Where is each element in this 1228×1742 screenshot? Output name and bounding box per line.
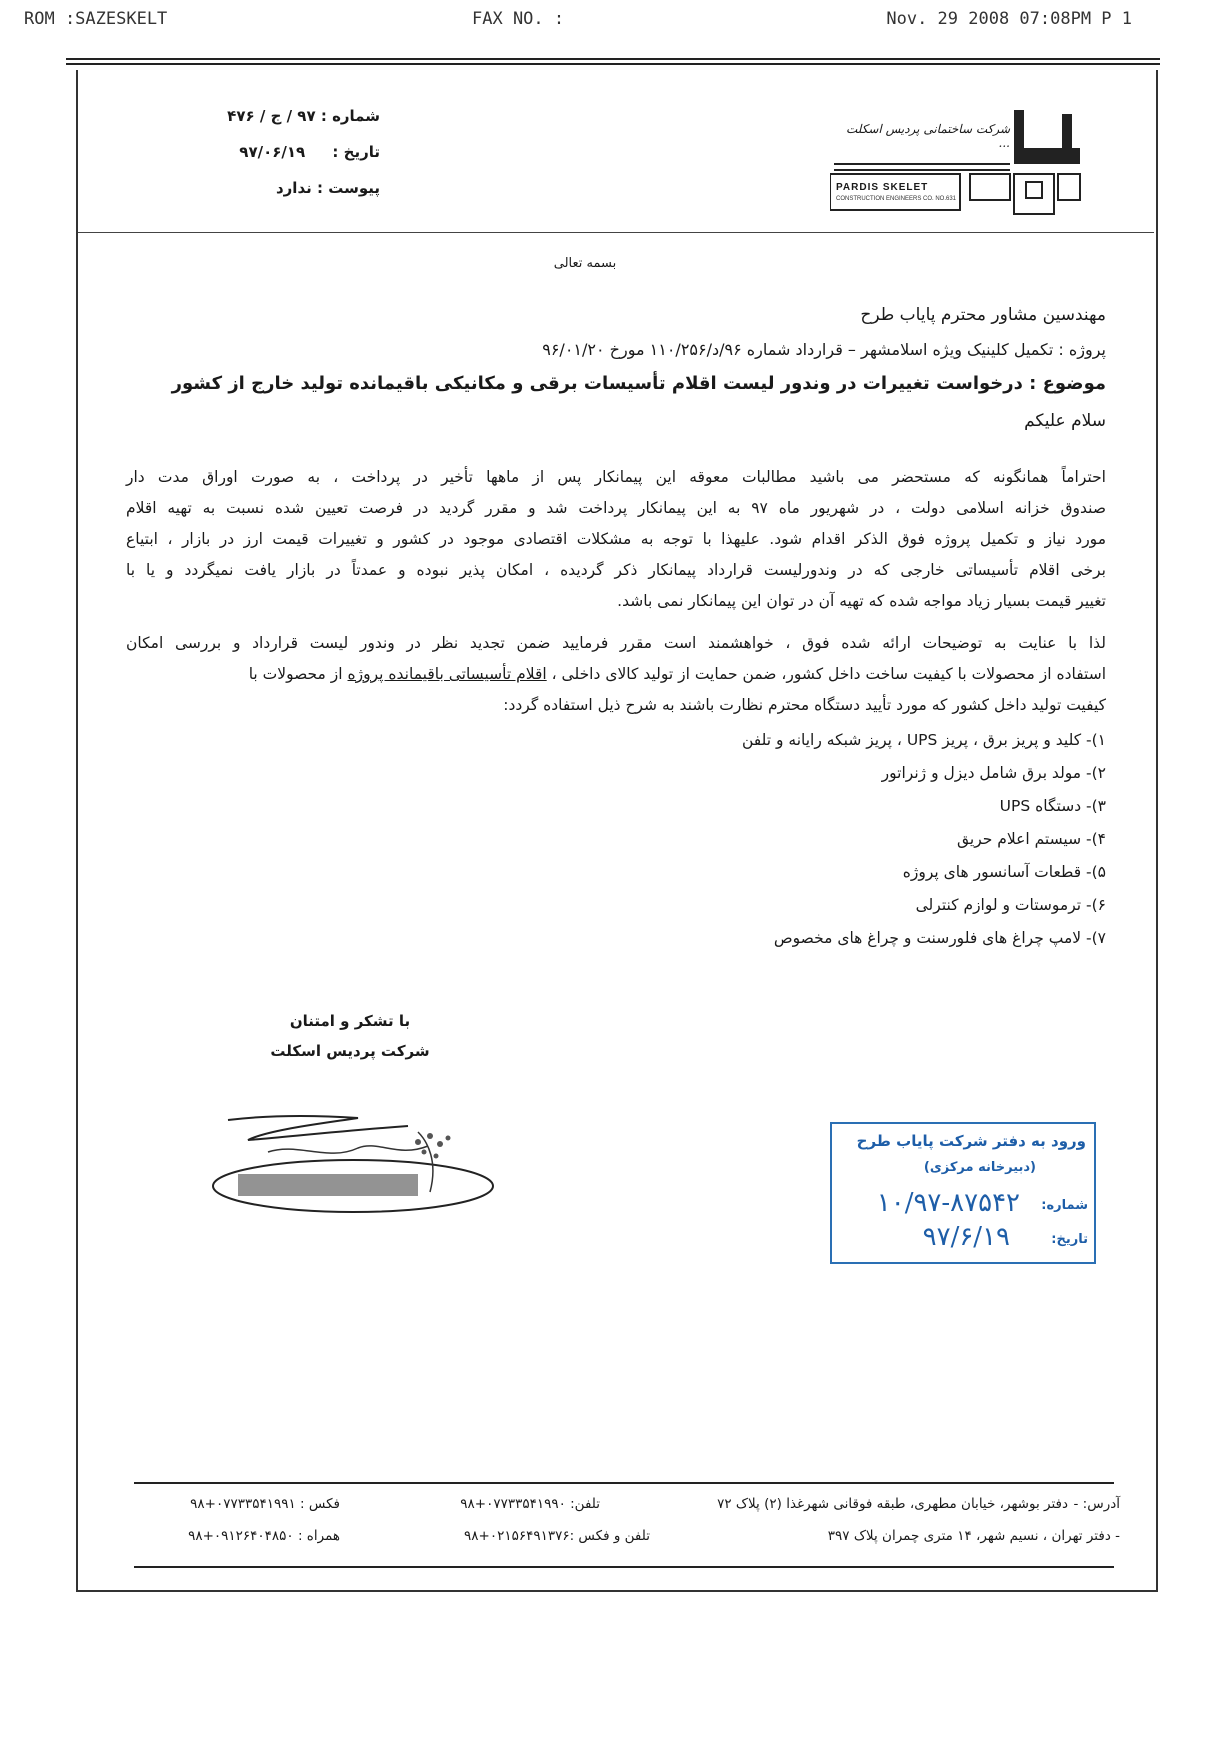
list-item: ۶)- ترموستات و لوازم کنترلی	[915, 896, 1106, 914]
letter-heading	[126, 300, 1106, 437]
letter-number-label: شماره :	[320, 107, 380, 125]
paragraph-2-text: استفاده از محصولات با کیفیت ساخت داخل کشور، ضمن حمایت از تولید کالای داخلی ،	[551, 665, 1106, 683]
footer-row-bushehr	[130, 1490, 1120, 1522]
logo-company-script: شرکت ساختمانی پردیس اسکلت ...	[845, 122, 1010, 150]
fax-datetime: Nov. 29 2008 07:08PM P 1	[886, 9, 1132, 29]
company-logo	[830, 108, 1090, 218]
letter-attachment-label: پیوست :	[316, 179, 380, 197]
letter-date-value: ۹۷/۰۶/۱۹	[239, 143, 306, 161]
letter-date-row	[190, 134, 380, 170]
paragraph-2-line: کیفیت تولید داخل کشور که مورد تأیید دستگاه محترم نظارت باشند به شرح ذیل استفاده گردد:	[503, 696, 1106, 714]
stamp-subtitle: (دبیرخانه مرکزی)	[923, 1160, 1036, 1175]
letter-number-value: ۹۷ / ج / ۴۷۶	[227, 107, 316, 125]
top-rule-inner	[66, 63, 1160, 65]
footer-tehran-phone: تلفن و فکس :۰۲۱۵۶۴۹۱۳۷۶+۹۸	[464, 1528, 650, 1544]
paragraph-1-line: صندوق خزانه اسلامی دولت ، در شهریور ماه ۹۷ به این پیمانکار پرداخت شد و مقرر گردید در فرصت تعیین شده نسبت به تهیه اقلام	[126, 499, 1107, 517]
paragraph-1-line: احتراماً همانگونه که مستحضر می باشید مطالبات معوقه این پیمانکار پس از ماهها تأخیر در پرداخت ، به صورت اوراق مدت دار	[126, 468, 1106, 486]
paragraph-2-underlined: اقلام تأسیساتی باقیمانده پروژه	[347, 665, 547, 683]
letter-attachment-row	[190, 170, 380, 206]
bismillah: بسمه تعالی	[553, 256, 617, 271]
letterhead-divider	[78, 232, 1154, 233]
fax-header	[0, 6, 1228, 32]
paragraph-1-line: برخی اقلام تأسیساتی خارجی که در وندورلیست قرارداد پیمانکار ذکر گردیده ، امکان پذیر نبوده و عمدتاً در بازار یافت نمیگردد و یا با	[126, 561, 1106, 579]
footer-bushehr-office: دفتر بوشهر، خیابان مطهری، طبقه فوقانی شهرغذا (۲) پلاک ۷۲	[717, 1496, 1068, 1512]
paragraph-2-line: لذا با عنایت به توضیحات ارائه شده فوق ، خواهشمند است مقرر فرمایید ضمن تجدید نظر در وندور لیست قرارداد و بررسی امکان	[126, 634, 1106, 652]
stamp-title: ورود به دفتر شرکت پایاب طرح	[856, 1132, 1086, 1150]
list-item: ۷)- لامپ چراغ های فلورسنت و چراغ های مخصوص	[773, 929, 1106, 947]
footer-address-label: آدرس: -	[1073, 1496, 1120, 1512]
letter-number-row	[190, 98, 380, 134]
letter-attachment-value: ندارد	[275, 179, 312, 197]
paragraph-2	[126, 628, 1106, 721]
fax-sender: ROM :SAZESKELT	[24, 9, 168, 29]
signature-seal	[208, 1112, 498, 1216]
list-item: ۴)- سیستم اعلام حریق	[956, 830, 1106, 848]
stamp-number-label: شماره:	[1041, 1198, 1088, 1213]
project-line: پروژه : تکمیل کلینیک ویژه اسلامشهر – قرارداد شماره ۹۶/د/۱۱۰/۲۵۶ مورخ ۹۶/۰۱/۲۰	[542, 340, 1106, 359]
top-rule	[66, 58, 1160, 60]
paragraph-2-text: از محصولات با	[248, 665, 343, 683]
list-item: ۲)- مولد برق شامل دیزل و ژنراتور	[881, 764, 1106, 782]
seal-icon	[208, 1112, 498, 1216]
footer	[130, 1490, 1120, 1554]
paragraph-2-line	[126, 659, 1106, 690]
footer-bushehr-fax: فکس : ۰۷۷۳۳۵۴۱۹۹۱+۹۸	[190, 1496, 340, 1512]
letter-meta	[190, 98, 380, 206]
stamp-date-label: تاریخ:	[1051, 1232, 1088, 1247]
letter-date-label: تاریخ :	[332, 143, 380, 161]
footer-row-tehran	[130, 1522, 1120, 1554]
stamp-date-value: ۹۷/۶/۱۹	[922, 1222, 1010, 1252]
paragraph-1-line: تغییر قیمت بسیار زیاد مواجه شده که تهیه آن در توان این پیمانکار نمی باشد.	[617, 592, 1106, 610]
list-item: ۳)- دستگاه UPS	[999, 797, 1106, 815]
footer-rule	[134, 1482, 1114, 1484]
footer-tehran-office: - دفتر تهران ، نسیم شهر، ۱۴ متری چمران پلاک ۳۹۷	[827, 1528, 1120, 1544]
logo-brand: PARDIS SKELET	[836, 182, 929, 193]
footer-rule-bottom	[134, 1566, 1114, 1568]
closing-company: شرکت پردیس اسکلت	[270, 1042, 430, 1060]
paragraph-1	[126, 462, 1106, 617]
stamp-number-value: ۱۰/۹۷-۸۷۵۴۲	[876, 1188, 1020, 1218]
receipt-stamp	[830, 1122, 1096, 1264]
closing-thanks: با تشکر و امتنان	[289, 1012, 411, 1030]
footer-bushehr-phone: تلفن: ۰۷۷۳۳۵۴۱۹۹۰+۹۸	[460, 1496, 600, 1512]
items-list	[126, 724, 1106, 955]
list-item: ۵)- قطعات آسانسور های پروژه	[902, 863, 1106, 881]
paragraph-1-line: مورد نیاز و تکمیل پروژه فوق الذکر اقدام شود. علیهذا با توجه به مشکلات اقتصادی موجود در کشور و تغییرات قیمت ارز در بازار ، ابتیاع	[126, 530, 1106, 548]
logo-brand-sub: CONSTRUCTION ENGINEERS CO. NO.631	[836, 196, 957, 202]
closing	[240, 1006, 460, 1066]
subject-line: موضوع : درخواست تغییرات در وندور لیست اقلام تأسیسات برقی و مکانیکی باقیمانده تولید خارج از کشور	[171, 373, 1106, 394]
list-item: ۱)- کلید و پریز برق ، پریز UPS ، پریز شبکه رایانه و تلفن	[741, 731, 1106, 749]
fax-number-label: FAX NO. :	[472, 9, 565, 29]
addressee: مهندسین مشاور محترم پایاب طرح	[860, 305, 1106, 325]
salutation: سلام علیکم	[1024, 411, 1106, 431]
footer-mobile: همراه : ۰۹۱۲۶۴۰۴۸۵۰+۹۸	[188, 1528, 340, 1544]
